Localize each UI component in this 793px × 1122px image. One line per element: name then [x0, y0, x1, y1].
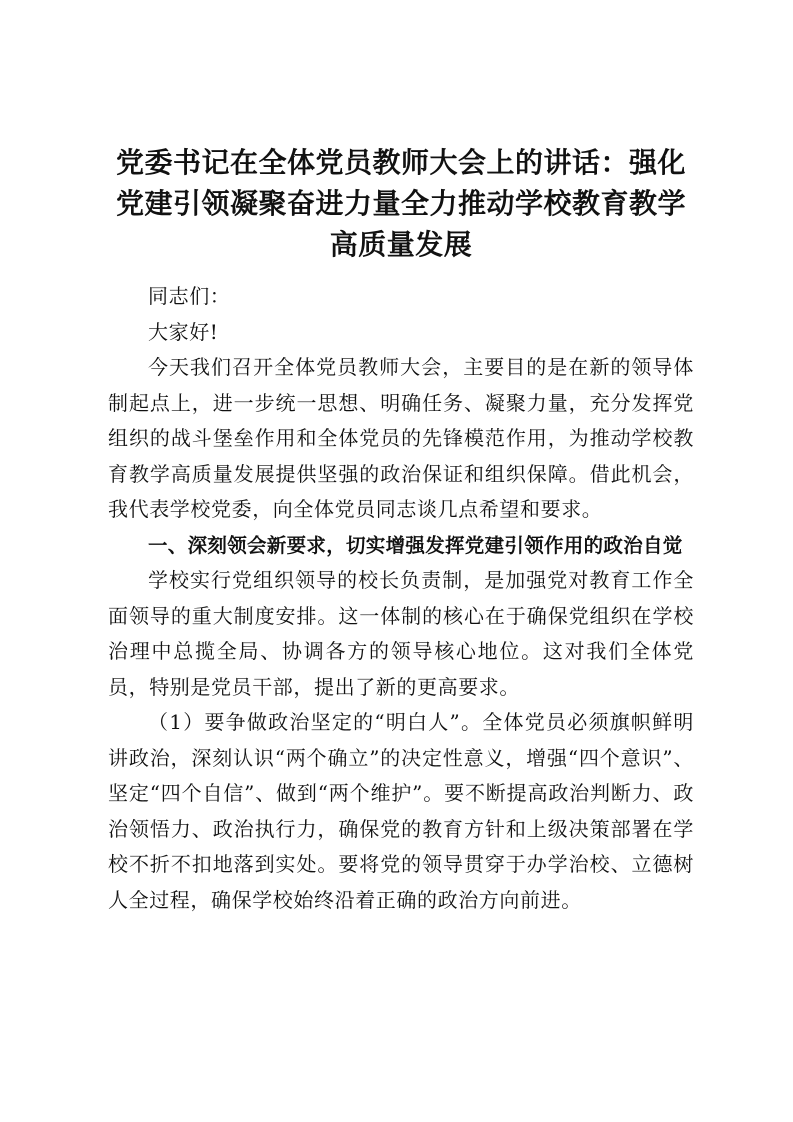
greeting: 大家好!	[148, 319, 219, 344]
body-paragraph: （1）要争做政治坚定的“明白人”。全体党员必须旗帜鲜明讲政治，深刻认识“两个确立”的决定性意义，增强“四个意识”、坚定“四个自信”、做到“两个维护”。要不断提高政治判断力、政治领悟力、政治执行力，确保党的教育方针和上级决策部署在学校不折不扣地落到实处。要将党的领导贯穿于办学治校、立德树人全过程，确保学校始终沿着正确的政治方向前进。	[108, 710, 694, 912]
document-title: 党委书记在全体党员教师大会上的讲话：强化党建引领凝聚奋进力量全力推动学校教育教学高质量发展	[115, 146, 686, 261]
intro-paragraph: 今天我们召开全体党员教师大会，主要目的是在新的领导体制起点上，进一步统一思想、明确任务、凝聚力量，充分发挥党组织的战斗堡垒作用和全体党员的先锋模范作用，为推动学校教育教学高质量发展提供坚强的政治保证和组织保障。借此机会，我代表学校党委，向全体党员同志谈几点希望和要求。	[108, 355, 694, 521]
section-heading: 一、深刻领会新要求，切实增强发挥党建引领作用的政治自觉	[148, 533, 683, 557]
salutation: 同志们：	[148, 284, 231, 308]
body-paragraph: 学校实行党组织领导的校长负责制，是加强党对教育工作全面领导的重大制度安排。这一体制的核心在于确保党组织在学校治理中总揽全局、协调各方的领导核心地位。这对我们全体党员，特别是党员干部，提出了新的更高要求。	[108, 568, 694, 699]
document-body	[108, 142, 694, 918]
